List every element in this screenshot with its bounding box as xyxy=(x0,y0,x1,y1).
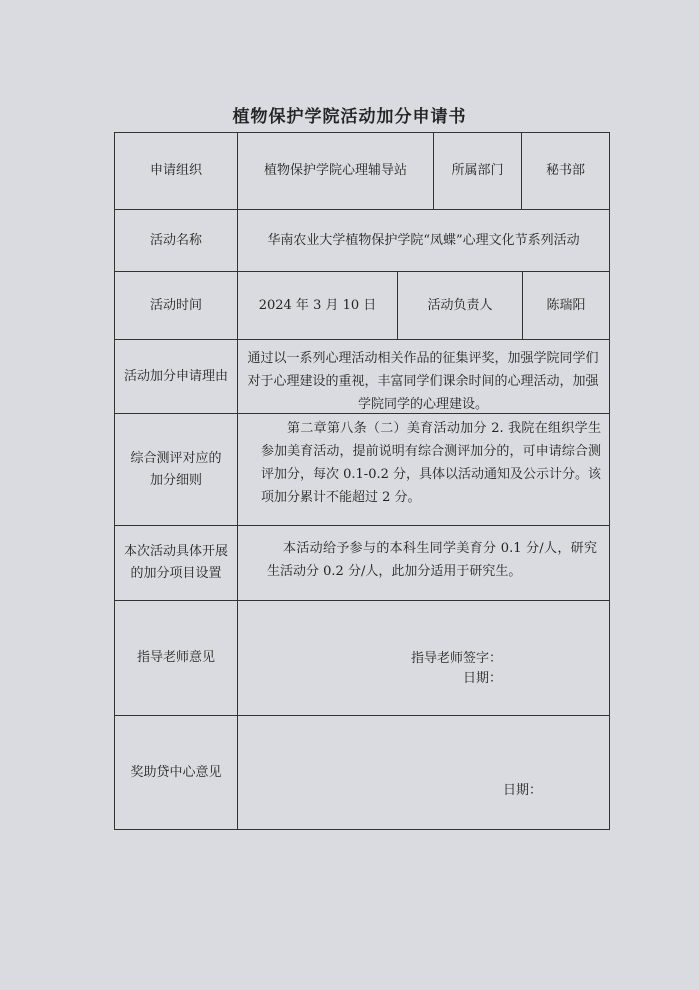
dept-label: 所属部门 xyxy=(451,163,504,178)
form-table xyxy=(114,132,610,830)
activity-time-label: 活动时间 xyxy=(149,297,202,313)
center-date: 日期： xyxy=(503,783,543,798)
teacher-sign: 指导老师签字： xyxy=(411,651,503,666)
activity-name-label: 活动名称 xyxy=(149,232,202,248)
setting-label: 本次活动具体开展的加分项目设置 xyxy=(123,544,228,581)
reason-label: 活动加分申请理由 xyxy=(123,368,228,384)
activity-name-value: 华南农业大学植物保护学院“凤蝶”心理文化节系列活动 xyxy=(267,232,580,248)
activity-time-value: 2024 年 3 月 10 日 xyxy=(258,297,377,313)
leader-label: 活动负责人 xyxy=(427,297,493,313)
rule-value: 第二章第八条（二）美育活动加分 2. 我院在组织学生参加美育活动，提前说明有综合测评加分的，可申请综合测评加分，每次 0.1-0.2 分，具体以活动通知及公示计分。该项加分累计不能超过 2 分。 xyxy=(261,421,602,505)
org-value: 植物保护学院心理辅导站 xyxy=(263,163,407,178)
rule-label: 综合测评对应的加分细则 xyxy=(130,450,222,488)
dept-value: 秘书部 xyxy=(545,163,585,178)
form-title: 植物保护学院活动加分申请书 xyxy=(232,107,467,127)
center-label: 奖助贷中心意见 xyxy=(130,764,222,780)
teacher-label: 指导老师意见 xyxy=(136,650,215,665)
teacher-date: 日期： xyxy=(463,671,503,686)
setting-value: 本活动给予参与的本科生同学美育分 0.1 分/人，研究生活动分 0.2 分/人，此加分适用于研究生。 xyxy=(267,541,597,579)
leader-value: 陈瑞阳 xyxy=(546,297,586,313)
org-label: 申请组织 xyxy=(149,163,202,178)
reason-value: 通过以一系列心理活动相关作品的征集评奖，加强学院同学们对于心理建设的重视，丰富同学们课余时间的心理活动，加强学院同学的心理建设。 xyxy=(247,351,599,412)
